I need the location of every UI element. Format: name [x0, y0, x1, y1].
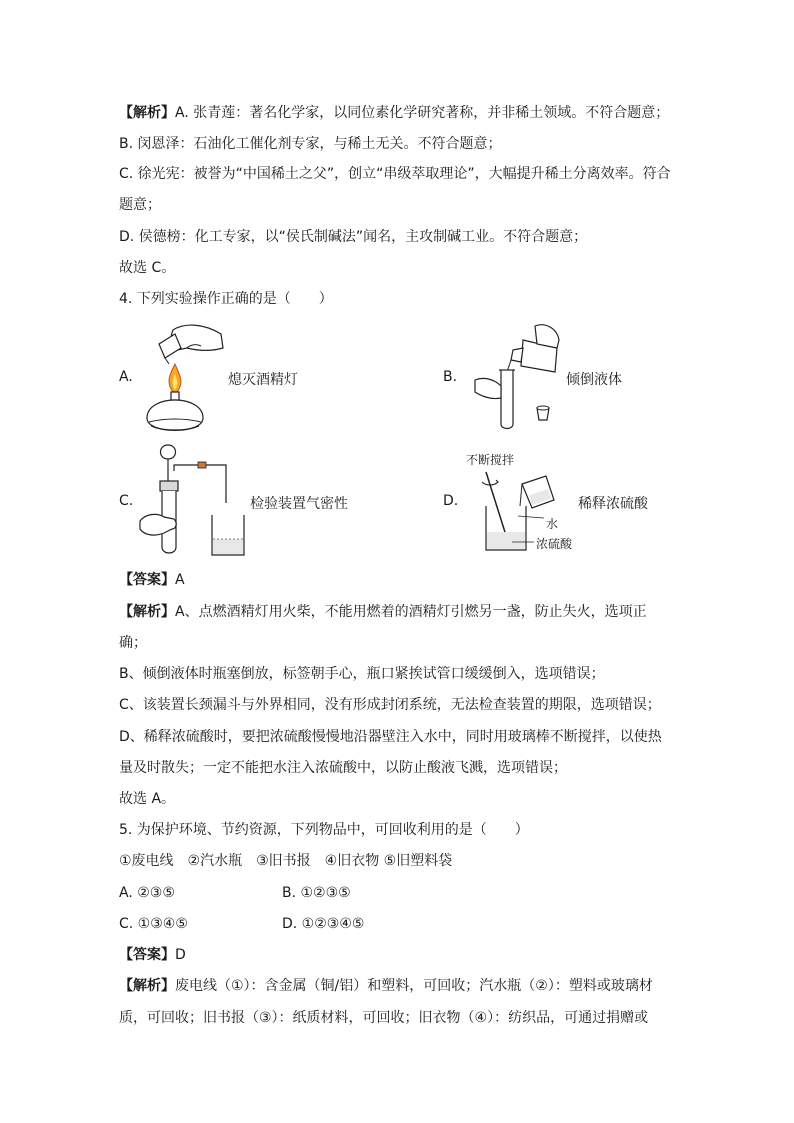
q4-option-b-label: 倾倒液体 — [566, 372, 622, 388]
q5-analysis-line2: 质，可回收；旧书报（③）：纸质材料，可回收；旧衣物（④）：纺织品，可通过捐赠或 — [119, 1010, 649, 1026]
figure-d-stir-label: 不断搅拌 — [466, 453, 515, 467]
q4-option-d-label: 稀释浓硫酸 — [578, 496, 648, 512]
q5-analysis-line1 — [119, 976, 653, 996]
q4-option-d-letter: D. — [443, 493, 459, 509]
analysis-text: A. 张青莲：著名化学家，以同位素化学研究著称，并非稀土领域。不符合题意； — [175, 105, 670, 121]
q5-option-c: C. ①③④⑤ — [119, 916, 188, 932]
q5-answer — [119, 945, 186, 965]
q4-analysis-line4: C、该装置长颈漏斗与外界相同，没有形成封闭系统，无法检查装置的期限，选项错误； — [119, 697, 661, 713]
analysis3-line3: C. 徐光宪：被誉为“中国稀土之父”，创立“串级萃取理论”，大幅提升稀土分离效率。符合 — [119, 166, 671, 182]
q4-analysis-line6: 量及时散失；一定不能把水注入浓硫酸中，以防止酸液飞溅，选项错误； — [119, 760, 567, 776]
analysis3-line5: D. 侯德榜：化工专家，以“侯氏制碱法”闻名，主攻制碱工业。不符合题意； — [119, 229, 588, 245]
q4-analysis-line3: B、倾倒液体时瓶塞倒放，标签朝手心，瓶口紧挨试管口缓缓倒入，选项错误； — [119, 666, 605, 682]
analysis3-line2: B. 闵恩泽：石油化工催化剂专家，与稀土无关。不符合题意； — [119, 136, 502, 152]
q4-stem: 4. 下列实验操作正确的是（ ） — [119, 291, 333, 307]
analysis3-line1 — [119, 103, 669, 123]
q4-option-c-label: 检验装置气密性 — [250, 496, 348, 512]
analysis-tag: 【解析】 — [119, 604, 175, 620]
answer-value: A — [175, 572, 185, 588]
analysis-tag: 【解析】 — [119, 978, 175, 994]
q5-option-d: D. ①②③④⑤ — [282, 916, 365, 932]
q5-items: ①废电线 ②汽水瓶 ③旧书报 ④旧衣物 ⑤旧塑料袋 — [119, 853, 453, 869]
figure-extinguish-lamp — [135, 318, 235, 443]
analysis-tag: 【解析】 — [119, 105, 175, 121]
q4-option-b-letter: B. — [443, 369, 458, 385]
q4-analysis-line1 — [119, 602, 647, 622]
answer-tag: 【答案】 — [119, 947, 175, 963]
q4-option-c-letter: C. — [119, 493, 134, 509]
q4-answer — [119, 570, 185, 590]
q4-conclusion: 故选 A。 — [119, 791, 176, 807]
q4-option-a-label: 熄灭酒精灯 — [228, 372, 298, 388]
q5-option-a: A. ②③⑤ — [119, 885, 175, 901]
q4-analysis-line5: D、稀释浓硫酸时，要把浓硫酸慢慢地沿器壁注入水中，同时用玻璃棒不断搅拌，以使热 — [119, 729, 662, 745]
analysis-text: 废电线（①）：含金属（铜/铝）和塑料，可回收；汽水瓶（②）：塑料或玻璃材 — [175, 978, 653, 994]
analysis-text: A、点燃酒精灯用火柴，不能用燃着的酒精灯引燃另一盏，防止失火，选项正 — [175, 604, 647, 620]
q4-option-a-letter: A. — [119, 369, 133, 385]
q5-stem: 5. 为保护环境、节约资源，下列物品中，可回收利用的是（ ） — [119, 822, 529, 838]
analysis3-line4: 题意； — [119, 197, 161, 213]
answer-tag: 【答案】 — [119, 572, 175, 588]
answer-value: D — [175, 947, 186, 963]
figure-pour-liquid — [465, 320, 575, 435]
figure-airtightness — [140, 443, 260, 560]
analysis3-conclusion: 故选 C。 — [119, 260, 176, 276]
q5-option-b: B. ①②③⑤ — [282, 885, 351, 901]
figure-d-acid-label: 浓硫酸 — [536, 537, 573, 551]
q4-analysis-line2: 确； — [119, 635, 147, 651]
figure-d-water-label: 水 — [546, 517, 559, 531]
